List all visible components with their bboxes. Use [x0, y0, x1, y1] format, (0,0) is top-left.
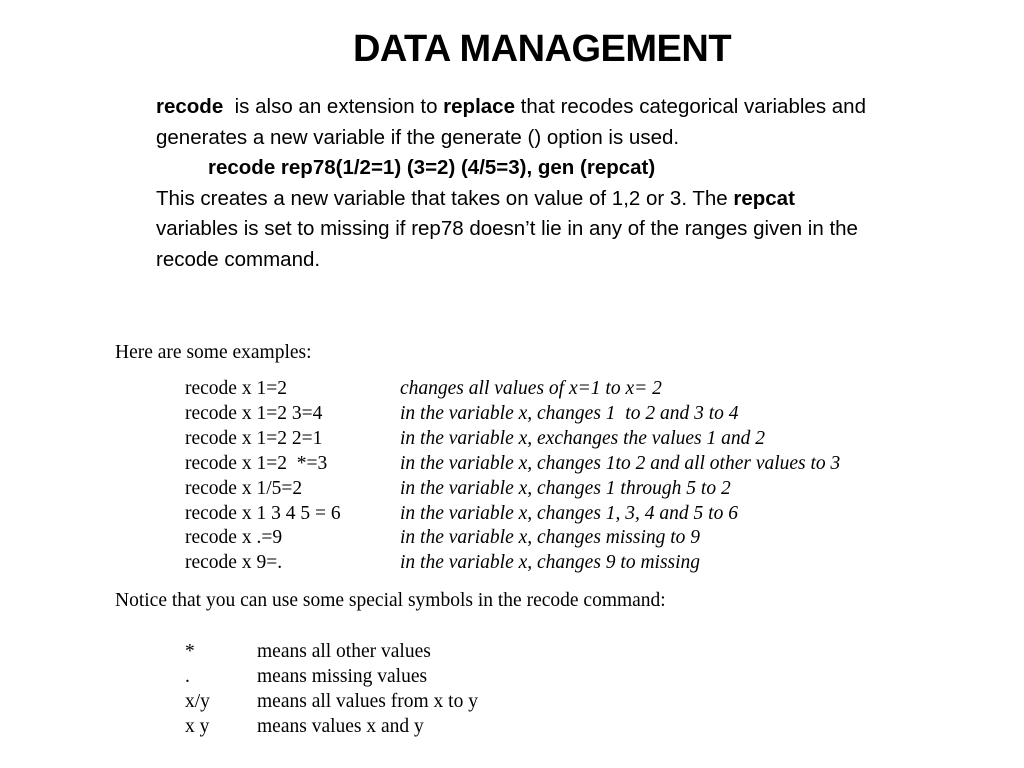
example-command: recode x 9=.: [185, 552, 283, 574]
symbol: *: [185, 641, 195, 662]
examples-table: [185, 377, 840, 576]
symbol-description: means missing values: [257, 665, 428, 687]
slide-title: DATA MANAGEMENT: [352, 28, 732, 70]
example-command: recode x 1=2 3=4: [185, 402, 323, 424]
intro-paragraph-2: [156, 184, 876, 276]
example-description: in the variable x, changes missing to 9: [400, 527, 701, 549]
example-description: in the variable x, changes 1, 3, 4 and 5 to 6: [400, 502, 738, 524]
symbol-description: means all values from x to y: [257, 690, 478, 712]
example-row: [185, 427, 840, 452]
symbol-row: [185, 665, 478, 690]
notice-text: Notice that you can use some special symbols in the recode command:: [115, 590, 666, 611]
intro-p1-text-a: is also an extension to: [223, 95, 444, 118]
example-description: changes all values of x=1 to x= 2: [400, 378, 662, 399]
symbol: .: [185, 665, 190, 687]
intro-p2-text-a: This creates a new variable that takes on value of 1,2 or 3. The: [156, 186, 734, 210]
example-row: [185, 526, 840, 551]
example-row: [185, 551, 840, 576]
example-description: in the variable x, changes 1 to 2 and 3 to 4: [400, 402, 739, 424]
example-description: in the variable x, exchanges the values 1 and 2: [400, 427, 765, 449]
intro-p2-text-b: variables is set to missing if rep78 doesn’t lie in any of the ranges given in the recode command.: [156, 217, 858, 271]
example-row: [185, 502, 840, 527]
example-command: recode x 1 3 4 5 = 6: [185, 502, 341, 524]
symbol-row: [185, 690, 478, 715]
example-command: recode x .=9: [185, 527, 283, 549]
symbol: x y: [185, 715, 210, 737]
keyword-repcat: repcat: [733, 186, 795, 210]
example-row: [185, 452, 840, 477]
example-command: recode x 1=2 2=1: [185, 427, 323, 449]
examples-heading: Here are some examples:: [115, 342, 312, 363]
example-description: in the variable x, changes 1to 2 and all other values to 3: [400, 452, 841, 474]
symbol-row: [185, 715, 478, 740]
code-example: recode rep78(1/2=1) (3=2) (4/5=3), gen (repcat): [208, 156, 656, 179]
symbol: x/y: [185, 690, 210, 712]
example-command: recode x 1/5=2: [185, 477, 303, 499]
example-description: in the variable x, changes 1 through 5 to 2: [400, 477, 731, 499]
symbols-list: [185, 640, 478, 740]
intro-paragraph-1: [156, 92, 876, 153]
example-row: [185, 377, 840, 402]
intro-text: [156, 92, 876, 275]
example-row: [185, 477, 840, 502]
example-command: recode x 1=2 *=3: [185, 452, 328, 474]
intro-p1-text-b: that recodes categorical variables and generates a new variable if the generate () option is used.: [156, 95, 866, 149]
keyword-recode: recode: [156, 95, 224, 118]
keyword-replace: replace: [443, 95, 515, 118]
example-description: in the variable x, changes 9 to missing: [400, 552, 701, 574]
example-row: [185, 402, 840, 427]
symbol-description: means all other values: [257, 641, 431, 662]
symbol-description: means values x and y: [257, 715, 424, 737]
symbol-row: [185, 640, 478, 665]
example-command: recode x 1=2: [185, 378, 287, 399]
